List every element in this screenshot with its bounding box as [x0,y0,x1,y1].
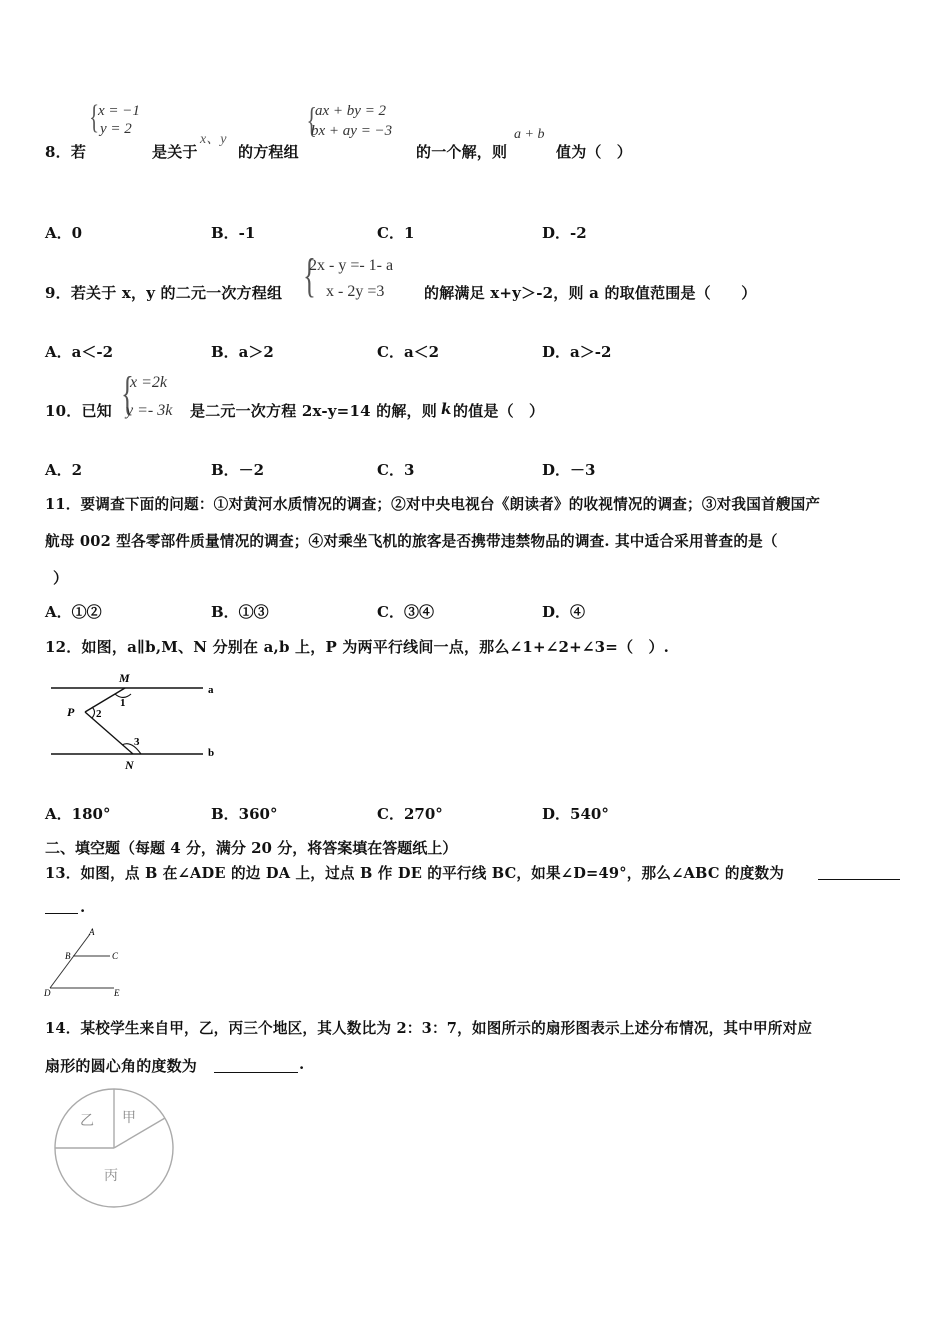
q9-sys-eq1: 2x - y =- 1- a [309,257,394,274]
q10-k: k [441,400,452,418]
q11-option-c[interactable]: C．③④ [377,603,434,621]
left-brace-icon: { [306,100,317,140]
q9-system [298,249,422,308]
q8-sys1-eq2: y = 2 [100,121,132,137]
q12-option-b[interactable]: B．360° [211,805,278,823]
q14-pie-figure [48,1088,180,1208]
q8-text-2: 的方程组 [238,143,299,161]
q10-sys-eq2: y =- 3k [126,402,173,419]
q9-option-b[interactable]: B．a＞2 [211,343,274,361]
segment-pn [85,712,133,754]
q9-suffix: 的解满足 x+y＞-2，则 a 的取值范围是（ ） [424,284,757,302]
q8-text-1: 是关于 [152,143,198,161]
label-c: C [112,951,119,961]
q11-line-2: 航母 002 型各零部件质量情况的调查；④对乘坐飞机的旅客是否携带违禁物品的调查. 其中适合采用普查的是（ [45,533,778,550]
q8-system-2 [303,100,415,145]
q10-option-d[interactable]: D．－3 [542,461,596,479]
q11-option-a[interactable]: A．①② [45,603,102,621]
label-angle-1: 1 [120,697,126,709]
q10-option-c[interactable]: C．3 [377,461,415,479]
label-d: D [44,988,51,998]
q13-text: 13．如图，点 B 在∠ADE 的边 DA 上，过点 B 作 DE 的平行线 BC，如果∠D=49°，那么∠ABC 的度数为 [45,865,785,882]
label-b: B [65,951,71,961]
q9-prefix: 9．若关于 x，y 的二元一次方程组 [45,284,283,302]
q14-end: . [299,1055,305,1073]
label-e: E [114,988,120,998]
q10-prefix: 10．已知 [45,402,112,420]
q13-answer-blank-2[interactable] [45,898,78,914]
q8-option-b[interactable]: B．-1 [211,224,256,242]
left-brace-icon: { [303,249,316,302]
q10-option-a[interactable]: A．2 [45,461,83,479]
q8-sys2-eq2: bx + ay = −3 [311,123,393,139]
q8-option-a[interactable]: A．0 [45,224,83,242]
ray-da [50,934,90,988]
q8-sys2-eq1: ax + by = 2 [315,103,387,119]
section-2-title: 二、填空题（每题 4 分，满分 20 分，将答案填在答题纸上） [45,839,458,857]
q9-option-d[interactable]: D．a＞-2 [542,343,612,361]
q8-text-4: 值为（ ） [556,143,633,161]
label-angle-3: 3 [134,736,140,748]
pie-label-yi: 乙 [80,1114,94,1129]
q11-option-d[interactable]: D．④ [542,603,586,621]
q12-parallel-lines-figure [45,668,225,776]
q11-line-3: ） [53,569,69,587]
q9-option-c[interactable]: C．a＜2 [377,343,440,361]
q8-vars: x、y [200,132,227,147]
label-a: A [89,927,95,937]
label-angle-2: 2 [96,708,102,720]
q8-option-d[interactable]: D．-2 [542,224,587,242]
pie-label-jia: 甲 [122,1111,136,1126]
left-brace-icon: { [121,367,134,420]
q8-expr: a + b [514,127,545,142]
q12-text: 12．如图，a∥b,M、N 分别在 a,b 上，P 为两平行线间一点，那么∠1+∠2+∠3=（ ）. [45,638,670,656]
q9-sys-eq2: x - 2y =3 [326,283,385,300]
q8-text-3: 的一个解，则 [416,143,508,161]
label-n: N [125,758,134,772]
q9-option-a[interactable]: A．a＜-2 [45,343,114,361]
q13-end: . [80,898,86,916]
q11-option-b[interactable]: B．①③ [211,603,269,621]
q14-answer-blank[interactable] [214,1057,298,1073]
q8-option-c[interactable]: C．1 [377,224,415,242]
q11-line-1: 11．要调查下面的问题：①对黄河水质情况的调查；②对中央电视台《朗读者》的收视情况的调查；③对我国首艘国产 [45,496,821,513]
q12-option-d[interactable]: D．540° [542,805,609,823]
q12-option-c[interactable]: C．270° [377,805,443,823]
label-a: a [208,684,214,696]
q14-line-1: 14．某校学生来自甲，乙，丙三个地区，其人数比为 2：3：7，如图所示的扇形图表示上述分布情况，其中甲所对应 [45,1020,813,1037]
q13-figure [40,924,140,1000]
q10-suffix-a: 是二元一次方程 2x-y=14 的解，则 [190,402,437,420]
q8-number: 8．若 [45,143,87,161]
q10-system [116,367,190,428]
q10-suffix-b: 的值是（ ） [453,402,545,420]
angle-2-arc [92,707,95,718]
q10-sys-eq1: x =2k [130,374,167,391]
pie-label-bing: 丙 [104,1169,118,1184]
label-m: M [119,671,130,685]
label-b: b [208,747,215,759]
q12-option-a[interactable]: A．180° [45,805,111,823]
q14-line-2: 扇形的圆心角的度数为 [45,1057,198,1075]
label-p: P [67,705,75,719]
q8-system-1 [86,99,152,143]
q13-answer-blank-1[interactable] [818,864,900,880]
q10-option-b[interactable]: B．－2 [211,461,265,479]
q8-sys1-eq1: x = −1 [98,103,140,119]
segment-pm [85,688,125,712]
left-brace-icon: { [89,99,100,136]
